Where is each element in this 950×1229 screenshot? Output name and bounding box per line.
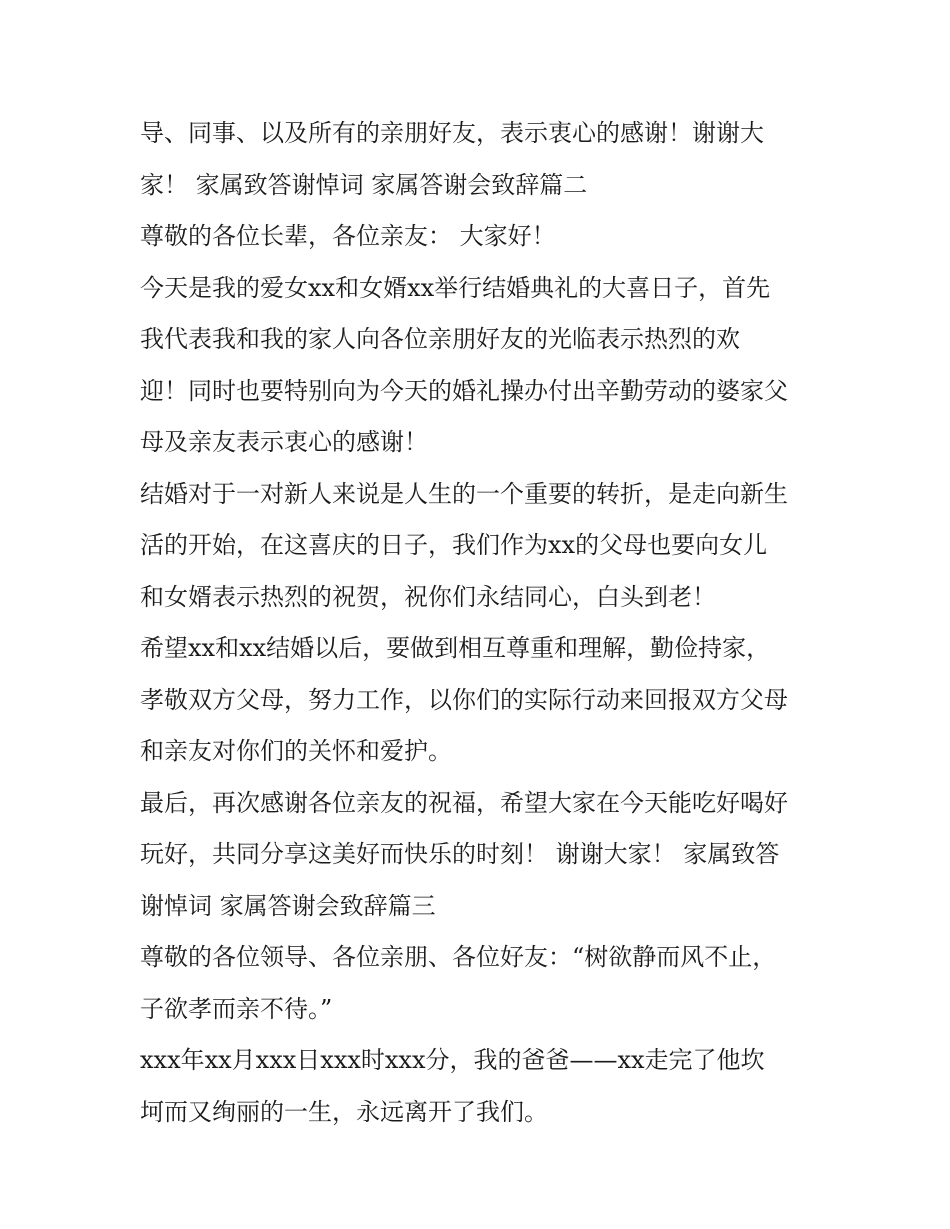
text-line: 和亲友对你们的关怀和爱护。	[140, 737, 452, 765]
text-line: 和女婿表示热烈的祝贺，祝你们永结同心，白头到老！	[140, 582, 716, 611]
text-line: 今天是我的爱女xx和女婿xx举行结婚典礼的大喜日子，首先	[140, 273, 771, 302]
text-line: 谢悼词 家属答谢会致辞篇三	[140, 891, 436, 920]
text-line: xxx年xx月xxx日xxx时xxx分，我的爸爸——xx走完了他坎	[140, 1046, 765, 1074]
text-line: 迎！同时也要特别向为今天的婚礼操办付出辛勤劳动的婆家父	[140, 376, 788, 405]
text-line: 坷而又绚丽的一生，永远离开了我们。	[140, 1097, 548, 1126]
text-line: 家！ 家属致答谢悼词 家属答谢会致辞篇二	[140, 170, 588, 199]
text-line: 我代表我和我的家人向各位亲朋好友的光临表示热烈的欢	[140, 325, 740, 353]
text-line: 结婚对于一对新人来说是人生的一个重要的转折，是走向新生	[140, 479, 788, 508]
text-line: 子欲孝而亲不待。”	[140, 994, 333, 1023]
text-line: 玩好，共同分享这美好而快乐的时刻！ 谢谢大家！ 家属致答	[140, 840, 780, 868]
text-line: 尊敬的各位长辈，各位亲友： 大家好！	[140, 222, 556, 250]
text-line: 母及亲友表示衷心的感谢！	[140, 428, 428, 456]
text-line: 最后，再次感谢各位亲友的祝福，希望大家在今天能吃好喝好	[140, 788, 788, 817]
text-line: 孝敬双方父母，努力工作，以你们的实际行动来回报双方父母	[140, 685, 788, 714]
text-line: 活的开始，在这喜庆的日子，我们作为xx的父母也要向女儿	[140, 531, 768, 559]
document-text	[140, 108, 830, 1138]
text-line: 希望xx和xx结婚以后，要做到相互尊重和理解，勤俭持家，	[140, 634, 771, 662]
text-line: 尊敬的各位领导、各位亲朋、各位好友：“树欲静而风不止，	[140, 943, 777, 971]
text-line: 导、同事、以及所有的亲朋好友，表示衷心的感谢！谢谢大	[140, 119, 764, 147]
